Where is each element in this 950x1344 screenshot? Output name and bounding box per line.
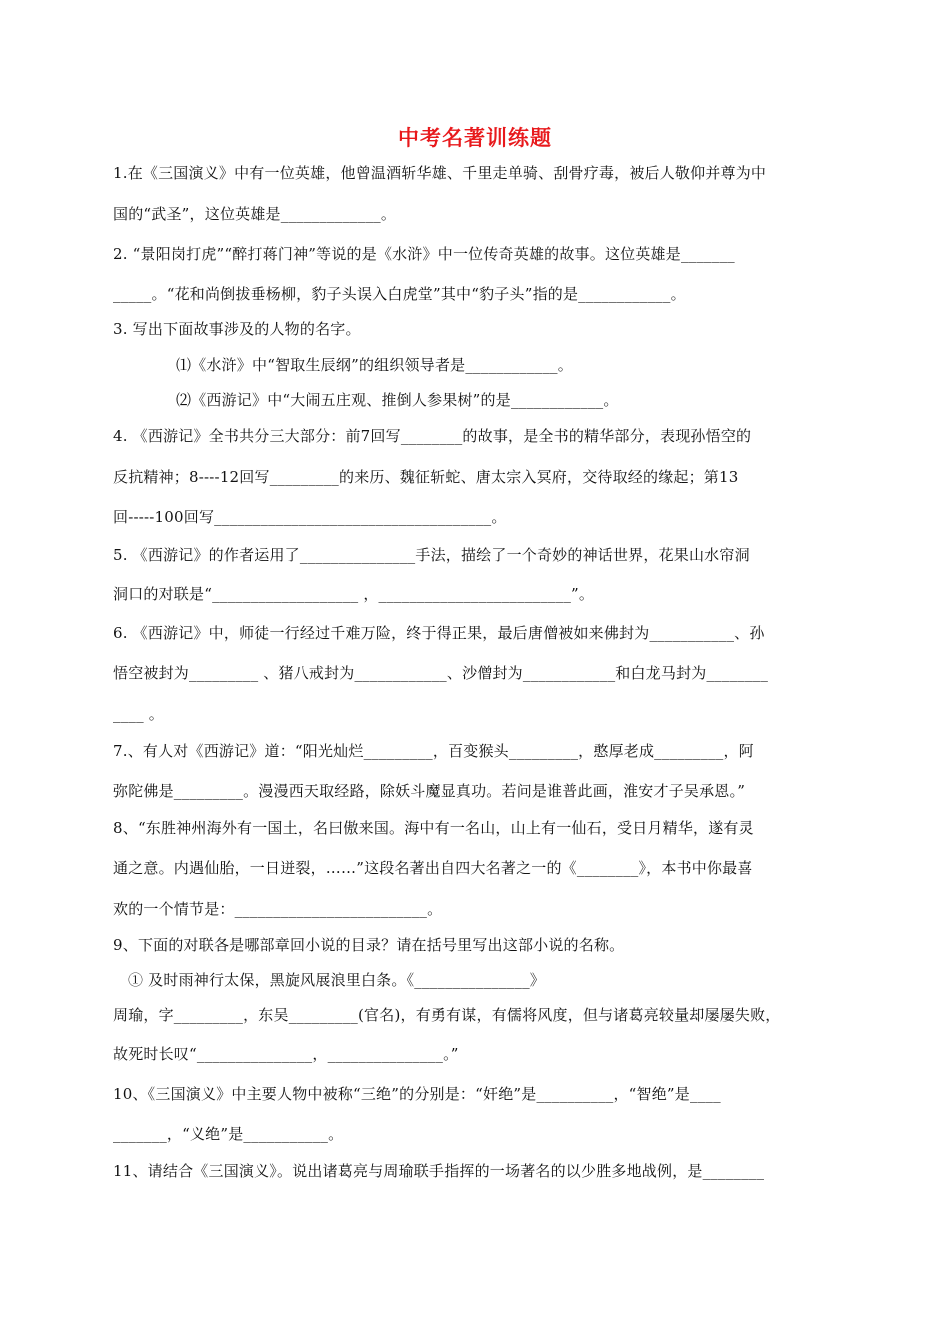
text-line: ⑴《水浒》中“智取生辰纲”的组织领导者是____________。 — [176, 356, 573, 374]
text-line: _____。“花和尚倒拔垂杨柳，豹子头误入白虎堂”其中“豹子头”指的是____________。 — [113, 285, 686, 303]
text-line: 欢的一个情节是：_________________________。 — [113, 900, 443, 918]
text-line: ① 及时雨神行太保，黑旋风展浪里白条。《_______________》 — [128, 971, 545, 989]
text-line: 通之意。内遇仙胎，一日迸裂，……”这段名著出自四大名著之一的《________》，本书中你最喜 — [113, 859, 753, 877]
text-line: 1.在《三国演义》中有一位英雄，他曾温酒斩华雄、千里走单骑、刮骨疗毒，被后人敬仰并尊为中 — [113, 164, 767, 182]
text-line: 国的“武圣”，这位英雄是_____________。 — [113, 205, 397, 223]
text-line: 反抗精神；8----12回写_________的来历、魏征斩蛇、唐太宗入冥府，交待取经的缘起；第13 — [113, 468, 739, 486]
text-line: 回-----100回写____________________________________。 — [113, 508, 507, 526]
text-line: ____ 。 — [113, 705, 164, 723]
text-line: 周瑜，字_________，东吴_________(官名)，有勇有谋，有儒将风度，但与诸葛亮较量却屡屡失败， — [113, 1006, 781, 1024]
text-line: 10、《三国演义》中主要人物中被称“三绝”的分别是：“奸绝”是__________，“智绝”是____ — [113, 1085, 721, 1103]
text-line: 2. “景阳岗打虎”“醉打蒋门神”等说的是《水浒》中一位传奇英雄的故事。这位英雄是_______ — [113, 245, 735, 263]
text-line: 11、请结合《三国演义》。说出诸葛亮与周瑜联手指挥的一场著名的以少胜多地战例，是________ — [113, 1162, 765, 1180]
text-line: ⑵《西游记》中“大闹五庄观、推倒人参果树”的是____________。 — [176, 391, 619, 409]
text-line: 4. 《西游记》全书共分三大部分：前7回写________的故事，是全书的精华部分，表现孙悟空的 — [113, 427, 752, 445]
text-line: 9、下面的对联各是哪部章回小说的目录？请在括号里写出这部小说的名称。 — [113, 936, 625, 954]
text-line: 故死时长叹“_______________，_______________。” — [113, 1045, 459, 1063]
text-line: 洞口的对联是“___________________ ，_________________________”。 — [113, 585, 595, 603]
text-line: 3. 写出下面故事涉及的人物的名字。 — [113, 320, 361, 338]
page-title: 中考名著训练题 — [398, 126, 552, 150]
text-line: 6. 《西游记》中，师徒一行经过千难万险，终于得正果，最后唐僧被如来佛封为___________、孙 — [113, 624, 765, 642]
text-line: 悟空被封为_________ 、猪八戒封为____________、沙僧封为____________和白龙马封为________ — [113, 664, 769, 682]
text-line: 7.、有人对《西游记》道：“阳光灿烂_________，百变猴头_________，憨厚老成_________，阿 — [113, 742, 754, 760]
text-line: 弥陀佛是_________。漫漫西天取经路，除妖斗魔显真功。若问是谁普此画，淮安才子吴承恩。” — [113, 782, 746, 800]
text-line: _______，“义绝”是___________。 — [113, 1125, 344, 1143]
text-line: 8、“东胜神州海外有一国土，名曰傲来国。海中有一名山，山上有一仙石，受日月精华，遂有灵 — [113, 819, 754, 837]
text-line: 5. 《西游记》的作者运用了_______________手法，描绘了一个奇妙的神话世界，花果山水帘洞 — [113, 546, 750, 564]
